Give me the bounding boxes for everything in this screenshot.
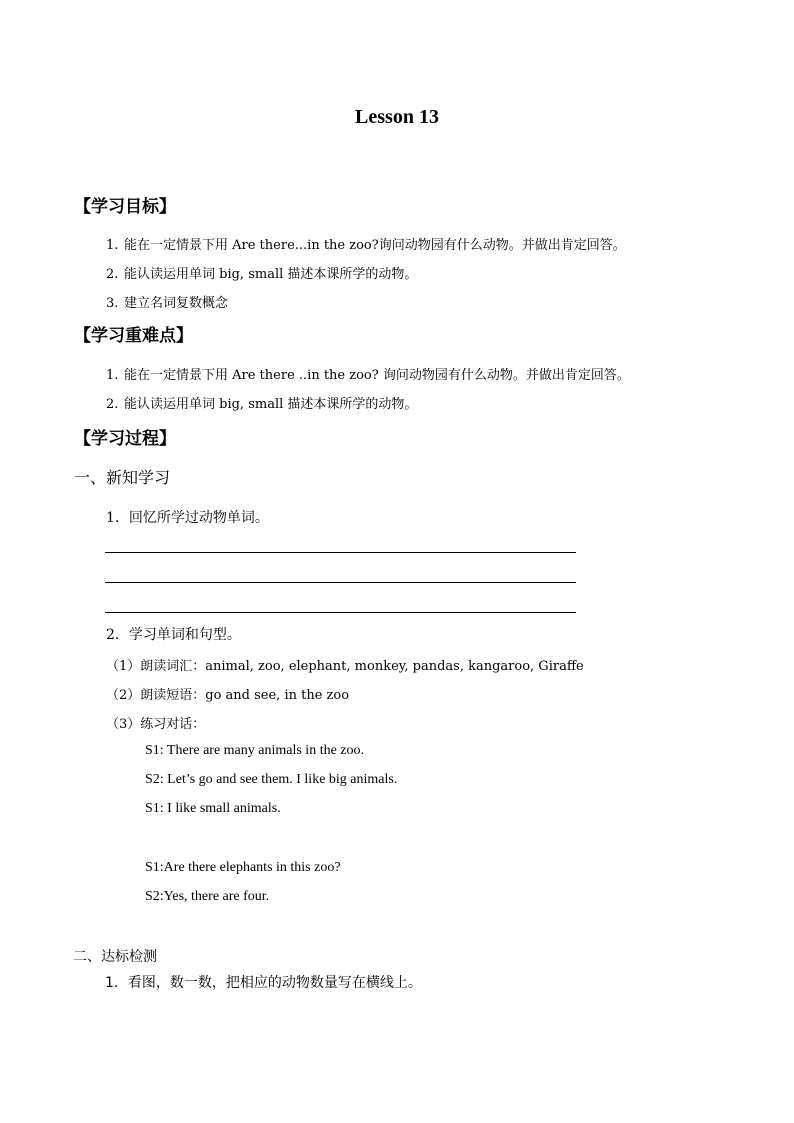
- goal-item-text: 能认读运用单词 big, small 描述本课所学的动物。: [124, 267, 418, 282]
- part1-title: 一、新知学习: [74, 468, 171, 487]
- key-point-text: 能在一定情景下用 Are there ..in the zoo? 询问动物园有什么动物。并做出肯定回答。: [124, 368, 630, 383]
- answer-line[interactable]: [105, 612, 576, 613]
- step1-text: 1．回忆所学过动物单词。: [106, 510, 269, 526]
- dialog-line: S2: Let’s go and see them. I like big animals.: [145, 772, 398, 787]
- page-title: Lesson 13: [355, 106, 439, 128]
- key-point-number: 2.: [106, 397, 119, 412]
- dialog-line: S1:Are there elephants in this zoo?: [145, 860, 341, 875]
- goal-item-number: 1.: [106, 238, 119, 253]
- section-heading-goals: 【学习目标】: [74, 197, 176, 217]
- key-point-number: 1.: [106, 368, 119, 383]
- step2-text: 2．学习单词和句型。: [106, 627, 241, 643]
- goal-item-number: 2.: [106, 267, 119, 282]
- goal-item: [106, 263, 417, 282]
- section-heading-key-points: 【学习重难点】: [74, 326, 193, 346]
- goal-item-number: 3.: [106, 296, 119, 311]
- vocab-line: （1）朗读词汇：animal, zoo, elephant, monkey, pandas, kangaroo, Giraffe: [106, 659, 584, 674]
- goal-item: [106, 234, 626, 253]
- dialog-line: S2:Yes, there are four.: [145, 889, 270, 904]
- dialog-intro: （3）练习对话：: [106, 717, 206, 732]
- dialog-line: S1: I like small animals.: [145, 801, 281, 816]
- goal-item-text: 能在一定情景下用 Are there...in the zoo?询问动物园有什么动物。并做出肯定回答。: [124, 238, 626, 253]
- answer-line[interactable]: [105, 582, 576, 583]
- section-heading-process: 【学习过程】: [74, 429, 176, 449]
- key-point-text: 能认读运用单词 big, small 描述本课所学的动物。: [124, 397, 418, 412]
- key-point-item: [106, 393, 417, 412]
- dialog-line: S1: There are many animals in the zoo.: [145, 743, 365, 758]
- goal-item: [106, 292, 228, 311]
- phrase-line: （2）朗读短语：go and see, in the zoo: [106, 688, 350, 703]
- answer-line[interactable]: [105, 552, 576, 553]
- part2-title: 二、达标检测: [73, 949, 157, 965]
- goal-item-text: 建立名词复数概念: [124, 296, 229, 311]
- test-step1: 1．看图，数一数，把相应的动物数量写在横线上。: [105, 975, 422, 991]
- key-point-item: [106, 364, 630, 383]
